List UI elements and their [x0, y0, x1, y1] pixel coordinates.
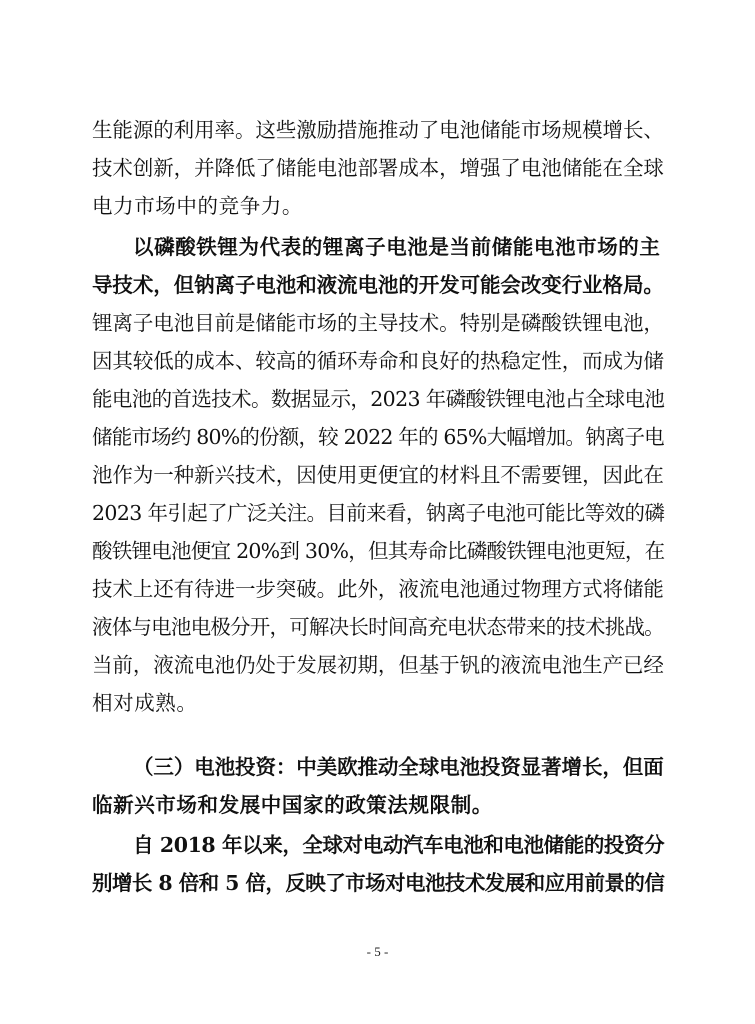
- paragraph-1-line-1: 生能源的利用率。这些激励措施推动了电池储能市场规模增长、: [92, 118, 664, 142]
- paragraph-2-line-3: 能电池的首选技术。数据显示，2023 年磷酸铁锂电池占全球电池: [92, 387, 665, 411]
- section-heading-line-1: （三）电池投资：中美欧推动全球电池投资显著增长，但面: [133, 755, 664, 779]
- paragraph-2-line-11: 相对成熟。: [92, 691, 198, 715]
- paragraph-2-line-6: 2023 年引起了广泛关注。目前来看，钠离子电池可能比等效的磷: [92, 501, 665, 525]
- paragraph-2-heading-line-2: 导技术，但钠离子电池和液流电池的开发可能会改变行业格局。: [92, 273, 664, 297]
- paragraph-2-line-8: 技术上还有待进一步突破。此外，液流电池通过物理方式将储能: [92, 577, 664, 601]
- paragraph-1-line-3: 电力市场中的竞争力。: [92, 194, 303, 218]
- paragraph-2-line-9: 液体与电池电极分开，可解决长时间高充电状态带来的技术挑战。: [92, 615, 664, 639]
- paragraph-2-line-5: 池作为一种新兴技术，因使用更便宜的材料且不需要锂，因此在: [92, 463, 664, 487]
- paragraph-2-line-10: 当前，液流电池仍处于发展初期，但基于钒的液流电池生产已经: [92, 653, 664, 677]
- page-number: - 5 -: [366, 944, 389, 959]
- paragraph-1-line-2: 技术创新，并降低了储能电池部署成本，增强了电池储能在全球: [92, 156, 664, 180]
- paragraph-2-heading-line-1: 以磷酸铁锂为代表的锂离子电池是当前储能电池市场的主: [133, 235, 661, 259]
- paragraph-2-line-1: 锂离子电池目前是储能市场的主导技术。特别是磷酸铁锂电池，: [92, 311, 664, 335]
- paragraph-3-line-2: 别增长 8 倍和 5 倍，反映了市场对电池技术发展和应用前景的信: [92, 871, 665, 895]
- paragraph-2-line-7: 酸铁锂电池便宜 20%到 30%，但其寿命比磷酸铁锂电池更短，在: [92, 539, 665, 563]
- paragraph-2-line-2: 因其较低的成本、较高的循环寿命和良好的热稳定性，而成为储: [92, 349, 664, 373]
- paragraph-3-line-1: 自 2018 年以来，全球对电动汽车电池和电池储能的投资分: [133, 833, 665, 857]
- section-heading-line-2: 临新兴市场和发展中国家的政策法规限制。: [92, 793, 493, 817]
- paragraph-2-line-4: 储能市场约 80%的份额，较 2022 年的 65%大幅增加。钠离子电: [92, 425, 664, 449]
